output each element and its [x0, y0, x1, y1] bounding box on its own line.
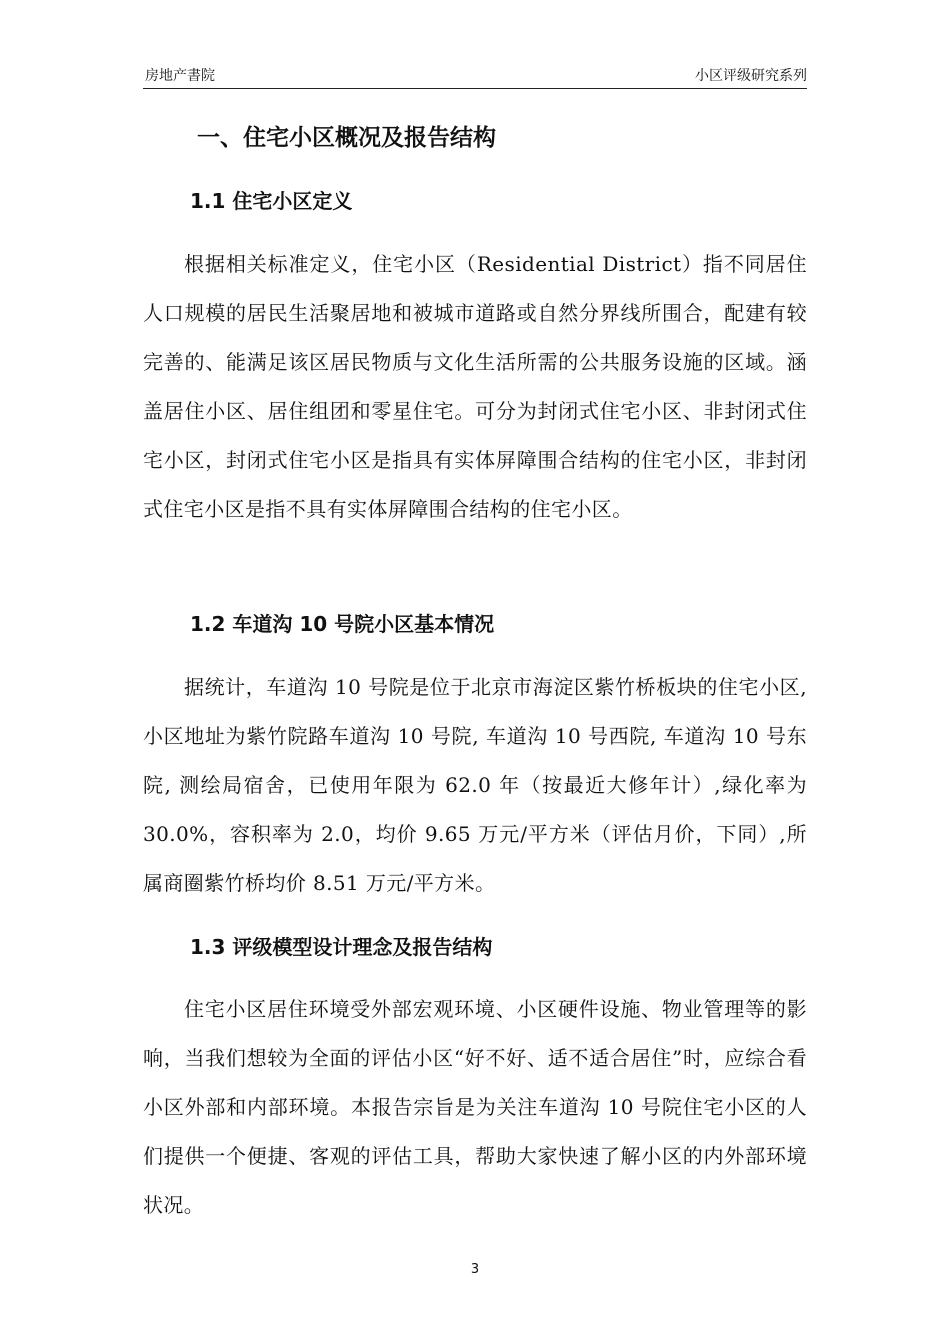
section-heading: 一、住宅小区概况及报告结构 — [197, 125, 496, 151]
paragraph-definition: 根据相关标准定义，住宅小区（Residential District）指不同居住人口规模的居民生活聚居地和被城市道路或自然分界线所围合，配建有较完善的、能满足该区居民物质与文化生活所需的公共服务设施的区域。涵盖居住小区、居住组团和零星住宅。可分为封闭式住宅小区、非封闭式住宅小区，封闭式住宅小区是指具有实体屏障围合结构的住宅小区，非封闭式住宅小区是指不具有实体屏障围合结构的住宅小区。 — [143, 252, 807, 521]
paragraph-model-design: 住宅小区居住环境受外部宏观环境、小区硬件设施、物业管理等的影响，当我们想较为全面的评估小区“好不好、适不适合居住”时，应综合看小区外部和内部环境。本报告宗旨是为关注车道沟 10 号院住宅小区的人们提供一个便捷、客观的评估工具，帮助大家快速了解小区的内外部环境状况。 — [143, 997, 807, 1217]
subsection-heading-1-3: 1.3 评级模型设计理念及报告结构 — [190, 935, 493, 959]
header-series-title: 小区评级研究系列 — [695, 68, 807, 84]
page-header — [143, 66, 807, 89]
subsection-heading-1-1: 1.1 住宅小区定义 — [190, 189, 353, 213]
paragraph-basic-info: 据统计，车道沟 10 号院是位于北京市海淀区紫竹桥板块的住宅小区,小区地址为紫竹院路车道沟 10 号院, 车道沟 10 号西院, 车道沟 10 号东院, 测绘局宿舍，已使用年限为 62.0 年（按最近大修年计）,绿化率为 30.0%，容积率为 2.0，均价 9.65 万元/平方米（评估月价，下同）,所属商圈紫竹桥均价 8.51 万元/平方米。 — [143, 675, 807, 895]
header-publisher: 房地产書院 — [145, 68, 215, 84]
subsection-heading-1-2: 1.2 车道沟 10 号院小区基本情况 — [190, 612, 495, 636]
page-number: 3 — [470, 1262, 480, 1277]
